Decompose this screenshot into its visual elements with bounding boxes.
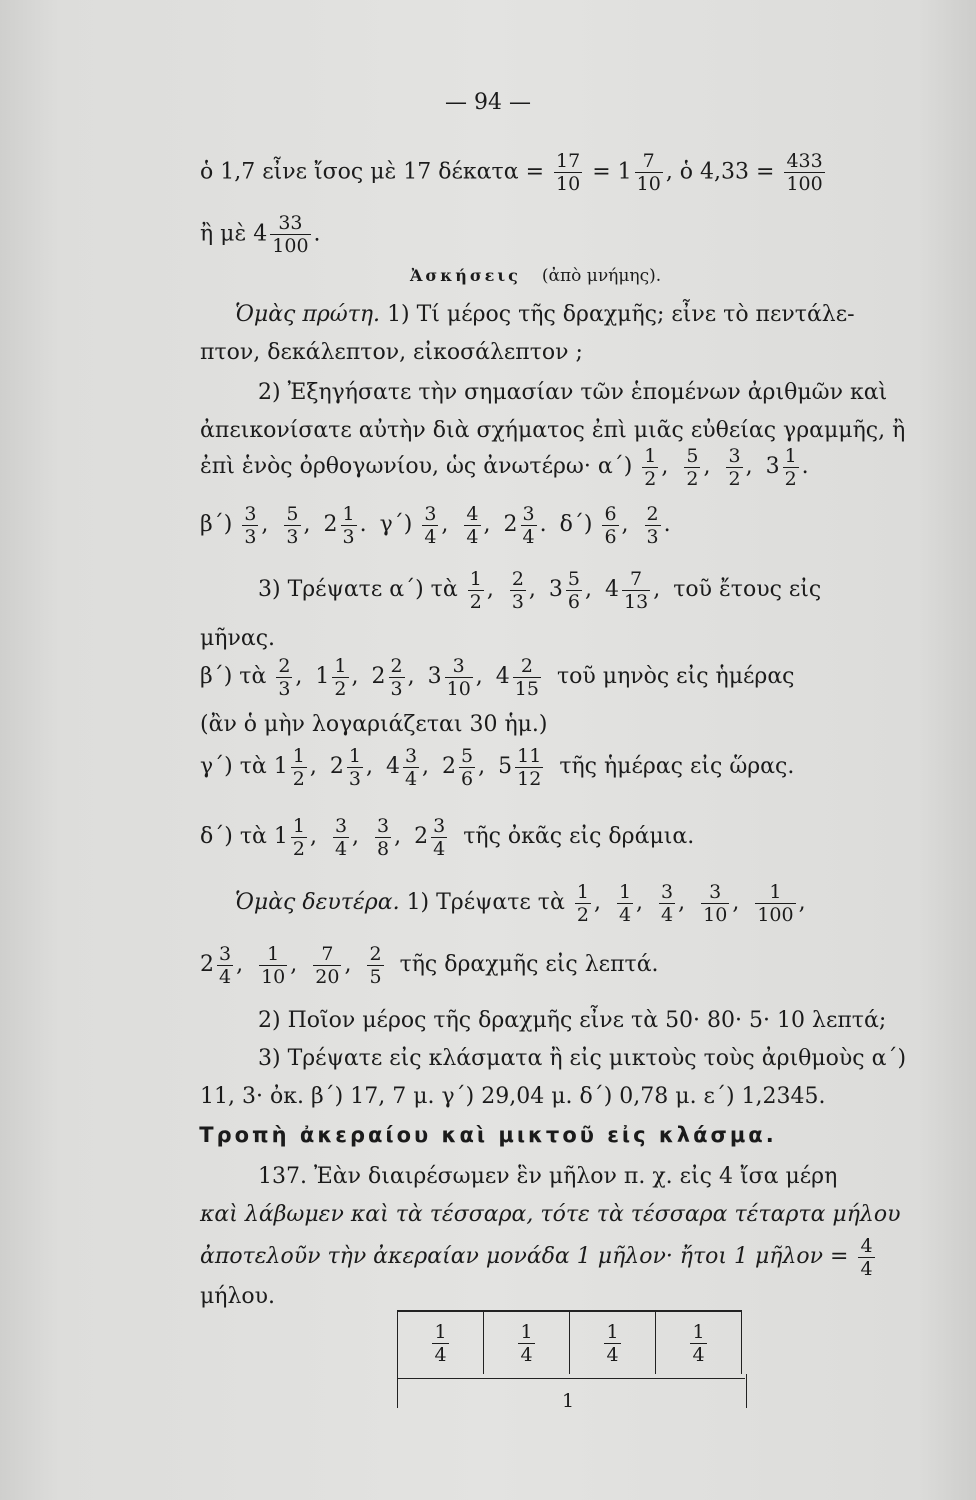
group2-q1 (235, 878, 812, 928)
text-line: 3) Τρέψατε εἰς κλάσματα ἢ εἰς μικτοὺς τοὺς ἀριθμοὺς α΄) (258, 1046, 907, 1071)
text: τοῦ μηνὸς εἰς ἡμέρας (556, 664, 795, 689)
mixed-number: 2 $\frac{3}{4}$ . (503, 502, 547, 548)
fraction: $\frac{2}{5}$ (369, 942, 382, 988)
quarters-diagram (397, 1310, 742, 1374)
whole-part: 1 (273, 754, 288, 779)
mixed-number: $\frac{3}{10}$ , (703, 880, 747, 926)
mixed-number: $\frac{5}{2}$ , (686, 444, 718, 490)
fraction-list (465, 567, 666, 613)
q3-alpha-line (258, 565, 821, 615)
quarter-cell: $\frac{1}{4}$ (570, 1311, 656, 1374)
mixed-number: $\frac{1}{4}$ , (618, 880, 651, 926)
mixed-number: $\frac{1}{2}$ , (644, 444, 676, 490)
fraction: $\frac{1}{2}$ (292, 744, 305, 790)
fraction-list (273, 744, 553, 790)
mixed-number: 1 $\frac{1}{2}$ , (273, 814, 324, 860)
text: γ΄) τὰ (200, 754, 267, 779)
fraction-list (200, 942, 393, 988)
mixed-number: $\frac{3}{2}$ , (728, 444, 760, 490)
exercises-heading (410, 262, 661, 289)
whole-part: 1 (273, 824, 288, 849)
mixed-number: 3 $\frac{3}{10}$ , (427, 654, 490, 700)
text: τῆς δραχμῆς εἰς λεπτά. (399, 952, 659, 977)
group1-q1 (235, 302, 855, 328)
whole-part: 4 (605, 577, 619, 602)
mixed-number: $\frac{2}{3}$ . (646, 502, 671, 548)
text: τῆς ἡμέρας εἰς ὥρας. (559, 754, 795, 779)
mixed-number: $\frac{2}{3}$ , (278, 654, 310, 700)
text-line: καὶ λάβωμεν καὶ τὰ τέσσαρα, τότε τὰ τέσσαρα τέταρτα μήλου (200, 1202, 901, 1227)
decimal-equivalence-line-2 (200, 212, 321, 257)
text: τῆς ὀκᾶς εἰς δράμια. (463, 824, 695, 849)
group2-q1-cont (200, 940, 659, 990)
whole-part: 2 (442, 754, 457, 779)
whole-line (397, 1378, 745, 1379)
fraction: $\frac{1}{100}$ (757, 880, 794, 926)
text: γ΄) (379, 512, 413, 537)
mixed-number: $\frac{3}{4}$ , (424, 502, 456, 548)
text: δ΄) (559, 512, 593, 537)
fraction-list (419, 502, 552, 548)
fraction: $\frac{1}{2}$ (644, 444, 657, 490)
fraction: $\frac{5}{3}$ (286, 502, 299, 548)
text-line: μήλου. (200, 1284, 276, 1309)
fraction: $\frac{3}{4}$ (661, 880, 674, 926)
fraction: $\frac{4}{4}$ (466, 502, 479, 548)
text: 3) Τρέψατε α΄) τὰ (258, 577, 458, 602)
whole-part: 2 (323, 512, 338, 537)
fraction: $\frac{7}{13}$ (624, 567, 649, 613)
heading-text: Ἀσκήσεις (410, 266, 521, 285)
fraction: $\frac{1}{4}$ (618, 880, 632, 926)
text: τοῦ ἔτους εἰς (673, 577, 822, 602)
mixed-number (414, 814, 450, 860)
fraction-list (239, 502, 372, 548)
mixed-number: 2 $\frac{2}{3}$ , (371, 654, 422, 700)
whole-part: 2 (414, 824, 429, 849)
text: ἢ μὲ 4 (200, 221, 268, 247)
mixed-number: $\frac{1}{2}$ , (469, 567, 501, 613)
fraction-list (599, 502, 676, 548)
fraction: $\frac{1}{2}$ (469, 567, 482, 613)
fraction: $\frac{2}{3}$ (278, 654, 291, 700)
whole-part: 4 (385, 754, 400, 779)
text-line: (ἂν ὁ μὴν λογαριάζεται 30 ἡμ.) (200, 712, 548, 737)
mixed-number (364, 942, 386, 988)
heading-note: (ἀπὸ μνήμης). (541, 266, 662, 286)
text-line: πτον, δεκάλεπτον, εἰκοσάλεπτον ; (200, 340, 583, 365)
mixed-number: $\frac{5}{3}$ , (286, 502, 318, 548)
mixed-number: 3 $\frac{5}{6}$ , (548, 567, 599, 613)
fraction-list (572, 880, 812, 926)
text: ὁ 1,7 εἶνε ἴσος μὲ 17 δέκατα = (200, 159, 544, 185)
quarter-cell: $\frac{1}{4}$ (398, 1311, 484, 1374)
mixed-number: $\frac{7}{20}$ , (315, 942, 359, 988)
mixed-number: $\frac{1}{10}$ , (261, 942, 305, 988)
fraction: $\frac{2}{15}$ (514, 654, 539, 700)
mixed-number: $\frac{4}{4}$ , (466, 502, 498, 548)
q2-beta-line (200, 500, 677, 550)
fraction: $\frac{2}{3}$ (646, 502, 659, 548)
fraction: $\frac{433}{100}$ (786, 150, 823, 195)
mixed-number: 4 $\frac{3}{4}$ , (385, 744, 437, 790)
text: β΄) (200, 512, 233, 537)
section-title: Τροπὴ ἀκεραίου καὶ μικτοῦ εἰς κλάσμα. (199, 1123, 777, 1147)
fraction: $\frac{5}{6}$ (461, 744, 474, 790)
text: 1) Τί μέρος τῆς δραχμῆς; εἶνε τὸ πεντάλε- (387, 302, 855, 327)
fraction: $\frac{7}{20}$ (315, 942, 340, 988)
mixed-number: 2 $\frac{1}{3}$ , (329, 744, 380, 790)
fraction: $\frac{3}{4}$ (404, 744, 418, 790)
fraction: $\frac{3}{3}$ (244, 502, 257, 548)
fraction: $\frac{33}{100}$ (272, 212, 309, 257)
text-line: 2) Ἐξηγήσατε τὴν σημασίαν τῶν ἑπομένων ἀριθμῶν καὶ (258, 380, 888, 405)
mixed-number: $\frac{1}{2}$ , (576, 880, 608, 926)
fraction: $\frac{3}{4}$ (334, 814, 348, 860)
mixed-number: $\frac{1}{100}$ , (757, 880, 806, 926)
text-line: 137. Ἐὰν διαιρέσωμεν ἓν μῆλον π. χ. εἰς 4 ἴσα μέρη (258, 1164, 838, 1189)
mixed-number: $\frac{3}{3}$ , (244, 502, 276, 548)
text-line: ἀπεικονίσατε αὐτὴν διὰ σχήματος ἐπὶ μιᾶς εὐθείας γραμμῆς, ἢ (200, 418, 906, 443)
group-label: Ὁμὰς πρώτη. (235, 302, 381, 327)
text: . (313, 221, 321, 247)
fraction: $\frac{17}{10}$ (556, 150, 581, 195)
text-line: μῆνας. (200, 626, 276, 651)
mixed-number (498, 744, 546, 790)
fraction: $\frac{3}{10}$ (703, 880, 728, 926)
fraction: $\frac{1}{3}$ (342, 502, 355, 548)
whole-part: 4 (495, 664, 510, 689)
page-number: — 94 — (445, 90, 531, 115)
mixed-number: $\frac{3}{8}$ , (377, 814, 409, 860)
fraction: $\frac{3}{10}$ (446, 654, 471, 700)
fraction: $\frac{1}{2}$ (292, 814, 305, 860)
q3-beta-line (200, 652, 795, 702)
fraction: $\frac{4}{4}$ (860, 1234, 873, 1280)
whole-part: 2 (200, 952, 214, 977)
text: = (592, 159, 611, 185)
q3-delta-line (200, 812, 694, 862)
mixed-number: 3 $\frac{1}{2}$ . (765, 444, 809, 490)
text: δ΄) τὰ (200, 824, 267, 849)
mixed-number: 2 $\frac{3}{4}$ , (200, 942, 251, 988)
whole-part: 3 (548, 577, 563, 602)
fraction: $\frac{1}{2}$ (784, 444, 797, 490)
whole-part: 1 (315, 664, 330, 689)
fraction: $\frac{1}{2}$ (576, 880, 589, 926)
fraction: $\frac{11}{12}$ (517, 744, 542, 790)
text: , ὁ 4,33 = (665, 159, 775, 185)
mixed-number: 1 $\frac{1}{2}$ , (273, 744, 324, 790)
text: 1) Τρέψατε τὰ (406, 890, 565, 915)
fraction: $\frac{3}{8}$ (377, 814, 390, 860)
fraction: $\frac{3}{4}$ (433, 814, 446, 860)
q3-gamma-line (200, 742, 794, 792)
quarter-cell: $\frac{1}{4}$ (656, 1311, 742, 1374)
mixed-number: 4 $\frac{7}{13}$ , (605, 567, 661, 613)
whole-label: 1 (562, 1390, 575, 1412)
whole-part: 5 (498, 754, 513, 779)
fraction: $\frac{3}{4}$ (424, 502, 437, 548)
p137-line3 (200, 1232, 878, 1282)
quarter-cell: $\frac{1}{4}$ (484, 1311, 570, 1374)
decimal-equivalence-line (200, 150, 828, 195)
mixed-number: 1 $\frac{1}{2}$ , (315, 654, 366, 700)
fraction: $\frac{7}{10}$ (636, 150, 661, 195)
whole-part: 2 (503, 512, 518, 537)
fraction: $\frac{2}{3}$ (390, 654, 403, 700)
fraction-list (273, 654, 550, 700)
fraction: $\frac{1}{3}$ (348, 744, 361, 790)
fraction-list (273, 814, 456, 860)
fraction: $\frac{3}{4}$ (522, 502, 535, 548)
text-line: 11, 3· ὀκ. β΄) 17, 7 μ. γ΄) 29,04 μ. δ΄) 0,78 μ. ε΄) 1,2345. (200, 1084, 826, 1109)
mixed-number: $\frac{2}{3}$ , (511, 567, 543, 613)
mixed-number: $\frac{6}{6}$ , (604, 502, 636, 548)
fraction: $\frac{3}{4}$ (219, 942, 232, 988)
text: β΄) τὰ (200, 664, 267, 689)
fraction: $\frac{1}{2}$ (334, 654, 347, 700)
fraction: $\frac{5}{6}$ (567, 567, 580, 613)
whole-part: 3 (427, 664, 442, 689)
whole-part: 3 (765, 454, 780, 479)
mixed-number: $\frac{3}{4}$ , (334, 814, 367, 860)
whole-part: 2 (371, 664, 386, 689)
mixed-number (495, 654, 544, 700)
text: ἀποτελοῦν τὴν ἀκεραίαν μονάδα 1 μῆλον· ἤτοι 1 μῆλον = (200, 1244, 849, 1269)
q2-alpha-line (200, 442, 815, 492)
fraction-list (639, 444, 814, 490)
fraction: $\frac{1}{10}$ (261, 942, 286, 988)
text-line: 2) Ποῖον μέρος τῆς δραχμῆς εἶνε τὰ 50· 80· 5· 10 λεπτά; (258, 1008, 887, 1033)
fraction: $\frac{5}{2}$ (686, 444, 699, 490)
group-label: Ὁμὰς δευτέρα. (235, 890, 400, 915)
fraction: $\frac{2}{3}$ (511, 567, 524, 613)
whole-part: 1 (617, 159, 632, 185)
mixed-number: 2 $\frac{5}{6}$ , (442, 744, 493, 790)
text: ἐπὶ ἑνὸς ὀρθογωνίου, ὡς ἀνωτέρω· α΄) (200, 454, 633, 479)
fraction: $\frac{6}{6}$ (604, 502, 617, 548)
fraction: $\frac{3}{2}$ (728, 444, 741, 490)
mixed-number: 2 $\frac{1}{3}$ . (323, 502, 367, 548)
mixed-number: $\frac{3}{4}$ , (661, 880, 693, 926)
whole-part: 2 (329, 754, 344, 779)
